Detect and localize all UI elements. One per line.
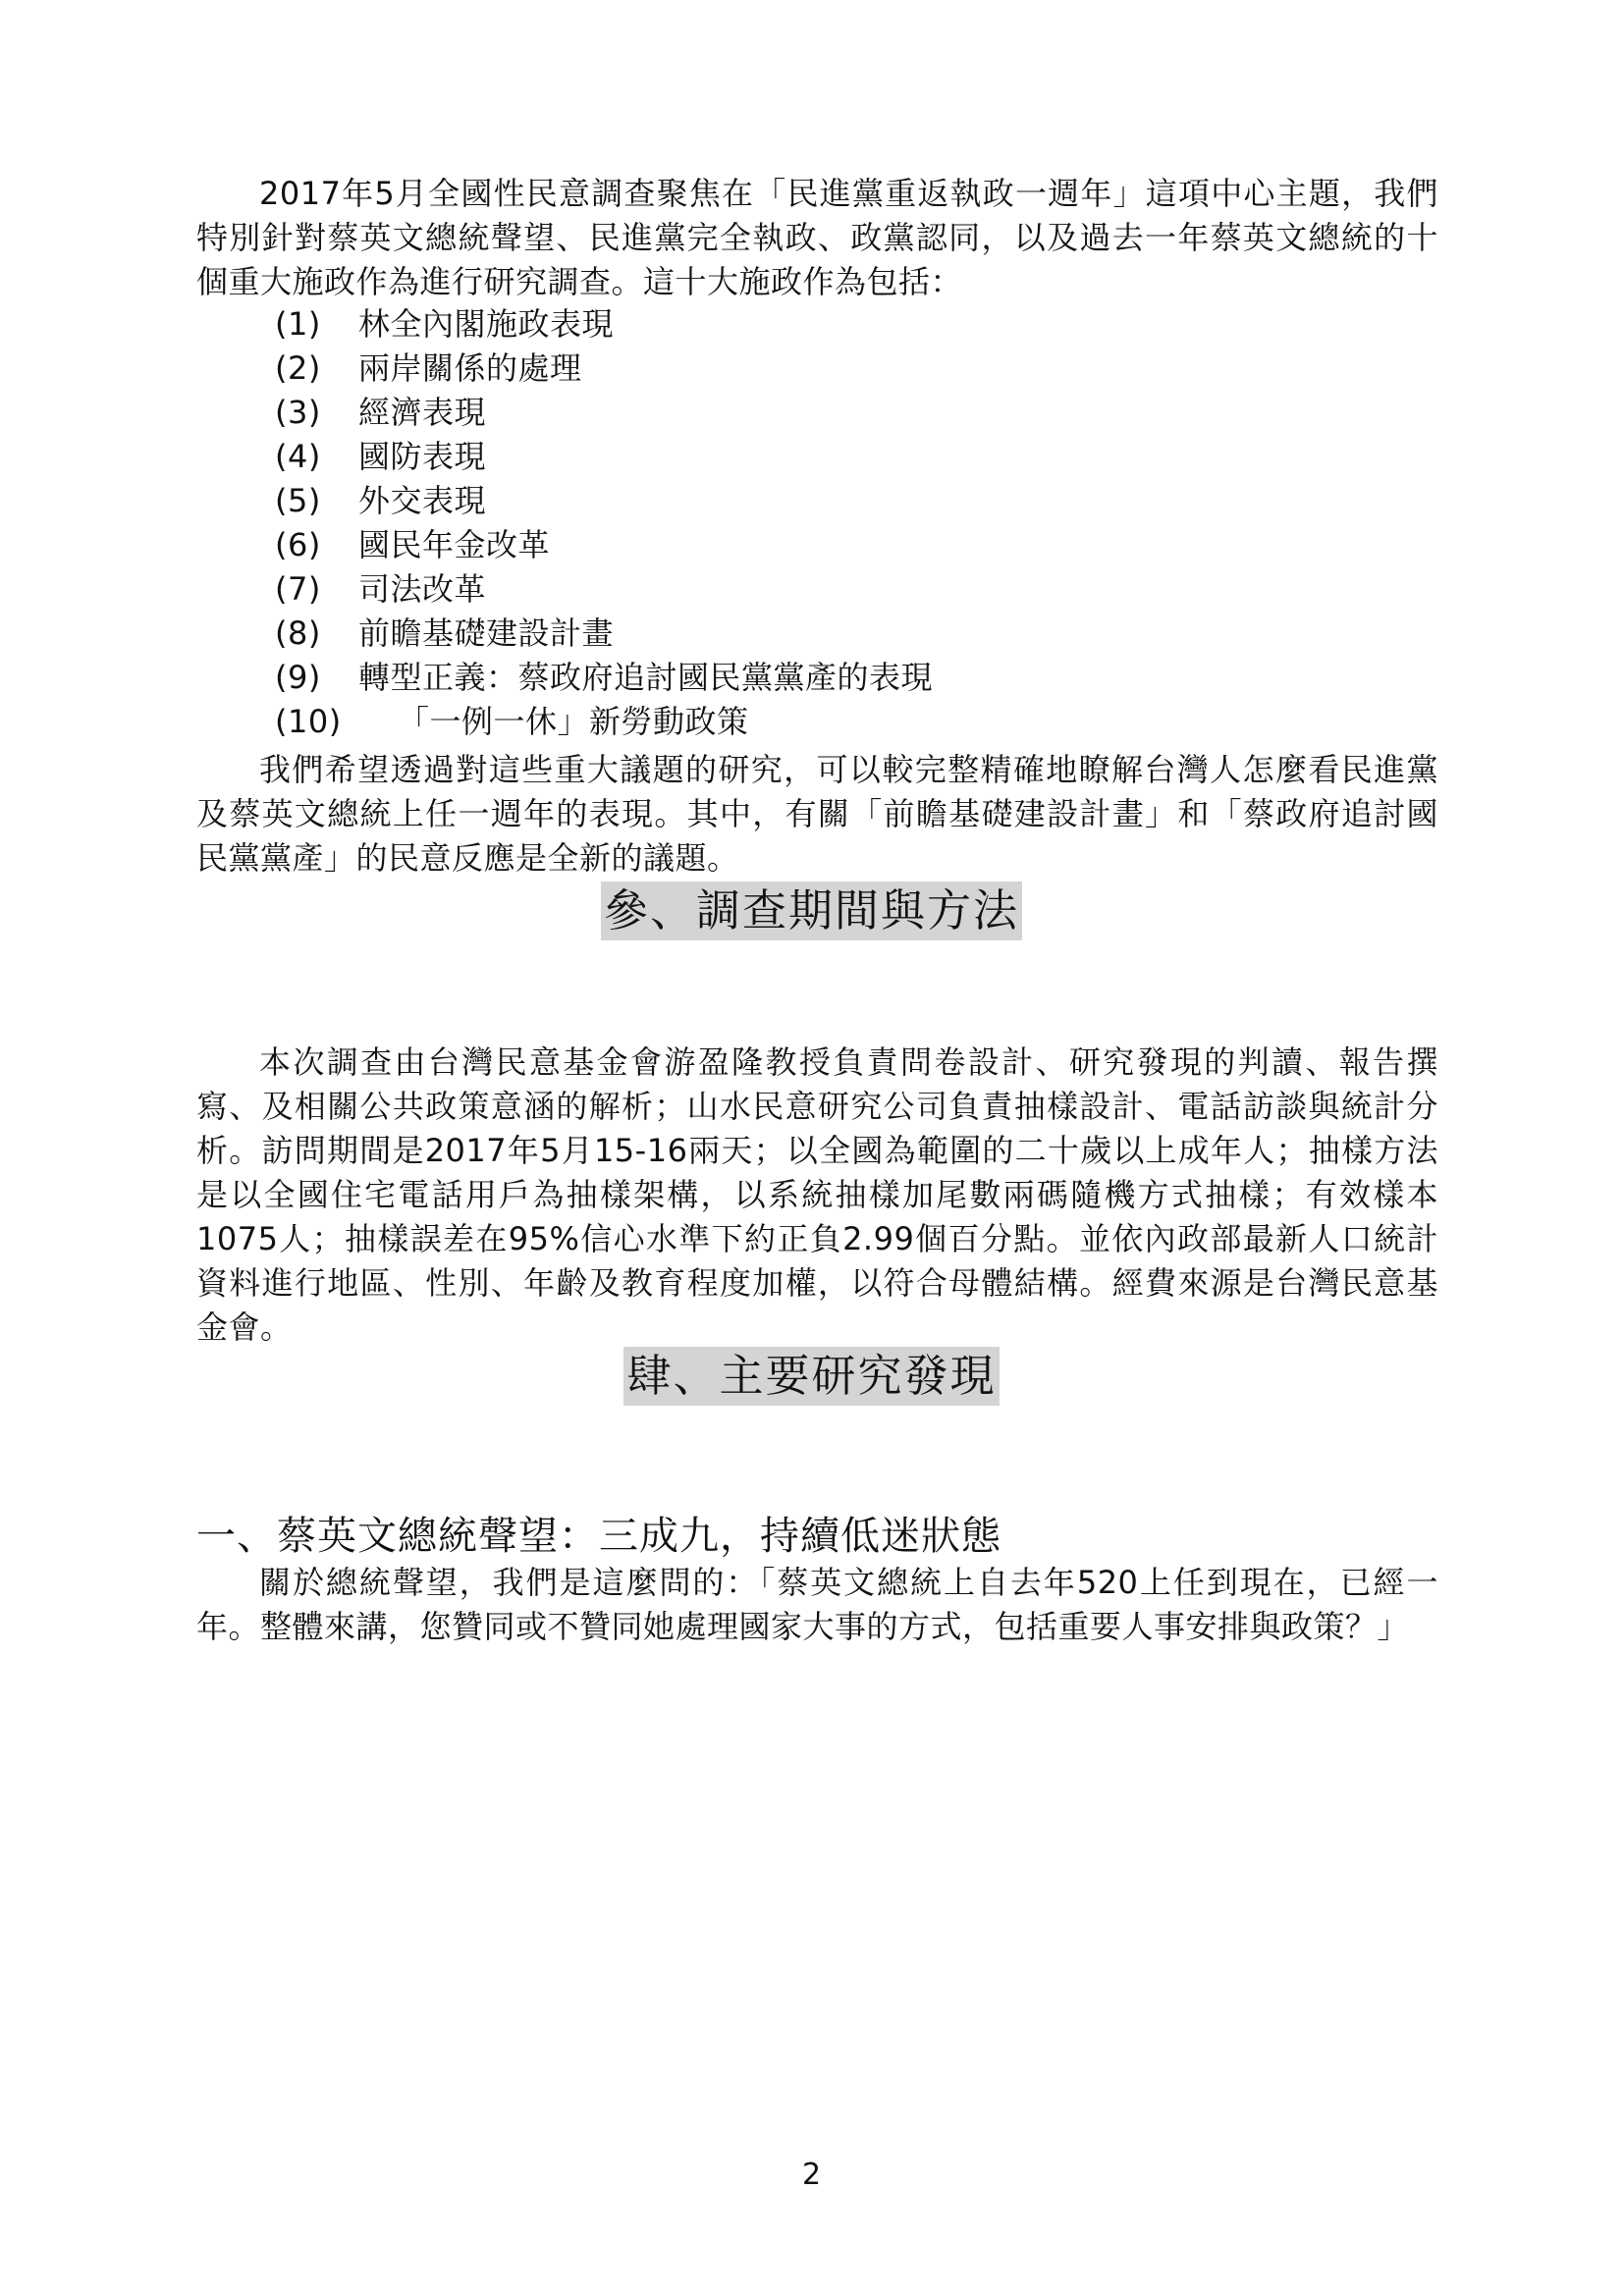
policy-item-text: 經濟表現 (358, 394, 487, 431)
finding-1-subheading: 一、蔡英文總統聲望：三成九，持續低迷狀態 (196, 1514, 1001, 1559)
policy-list-item (196, 435, 1438, 479)
section-3-heading-text: 參、調查期間與方法 (601, 881, 1022, 940)
policy-item-number: (2) (275, 349, 321, 387)
method-paragraph: 本次調查由台灣民意基金會游盈隆教授負責問卷設計、研究發現的判讀、報告撰寫、及相關公共政策意涵的解析；山水民意研究公司負責抽樣設計、電話訪談與統計分析。訪問期間是2017年5月15-16兩天；以全國為範圍的二十歲以上成年人；抽樣方法是以全國住宅電話用戶為抽樣架構，以系統抽樣加尾數兩碼隨機方式抽樣；有效樣本1075人；抽樣誤差在95%信心水準下約正負2.99個百分點。並依內政部最新人口統計資料進行地區、性別、年齡及教育程度加權，以符合母體結構。經費來源是台灣民意基金會。 (196, 1043, 1438, 1346)
policy-item-number: (1) (275, 305, 321, 343)
section-3-body (196, 1041, 1438, 1350)
policy-list-item (196, 523, 1438, 567)
policy-item-number: (9) (275, 659, 321, 696)
intro-paragraph: 2017年5月全國性民意調查聚焦在「民進黨重返執政一週年」這項中心主題，我們特別針對蔡英文總統聲望、民進黨完全執政、政黨認同，以及過去一年蔡英文總統的十個重大施政作為進行研究調查。這十大施政作為包括： (196, 175, 1438, 300)
policy-list (196, 302, 1438, 744)
policy-list-item (196, 347, 1438, 391)
section-3-heading (0, 881, 1623, 940)
policy-item-text: 司法改革 (358, 570, 487, 608)
policy-item-text: 外交表現 (358, 482, 487, 519)
policy-list-item (196, 612, 1438, 656)
policy-item-number: (6) (275, 526, 321, 563)
policy-item-text: 「一例一休」新勞動政策 (398, 703, 749, 740)
policy-item-number: (8) (275, 614, 321, 652)
approval-question-paragraph: 關於總統聲望，我們是這麼問的：「蔡英文總統上自去年520上任到現在，已經一年。整體來講，您贊同或不贊同她處理國家大事的方式，包括重要人事安排與政策？」 (196, 1564, 1438, 1645)
policy-item-text: 國民年金改革 (358, 526, 551, 563)
policy-item-number: (3) (275, 394, 321, 431)
policy-list-item (196, 302, 1438, 347)
policy-list-items (196, 302, 1438, 744)
policy-list-item (196, 567, 1438, 612)
section-4-heading-text: 肆、主要研究發現 (623, 1347, 999, 1406)
policy-item-text: 前瞻基礎建設計畫 (358, 614, 615, 652)
policy-list-item (196, 700, 1438, 744)
section-4-body (196, 1561, 1438, 1649)
policy-item-number: (4) (275, 438, 321, 475)
policy-item-text: 國防表現 (358, 438, 487, 475)
policy-item-text: 林全內閣施政表現 (358, 305, 615, 343)
section-4-heading (0, 1347, 1623, 1406)
policy-list-item (196, 656, 1438, 700)
policy-item-number: (7) (275, 570, 321, 608)
intro-closing-paragraph: 我們希望透過對這些重大議題的研究，可以較完整精確地瞭解台灣人怎麼看民進黨及蔡英文總統上任一週年的表現。其中，有關「前瞻基礎建設計畫」和「蔡政府追討國民黨黨產」的民意反應是全新的議題。 (196, 751, 1438, 877)
policy-item-number: (10) (275, 703, 342, 740)
policy-item-text: 轉型正義：蔡政府追討國民黨黨產的表現 (358, 659, 934, 696)
intro-closing-section (196, 748, 1438, 881)
page-number: 2 (801, 2158, 822, 2192)
policy-list-item (196, 479, 1438, 523)
intro-section (196, 172, 1438, 304)
policy-item-text: 兩岸關係的處理 (358, 349, 582, 387)
policy-item-number: (5) (275, 482, 321, 519)
policy-list-item (196, 391, 1438, 435)
